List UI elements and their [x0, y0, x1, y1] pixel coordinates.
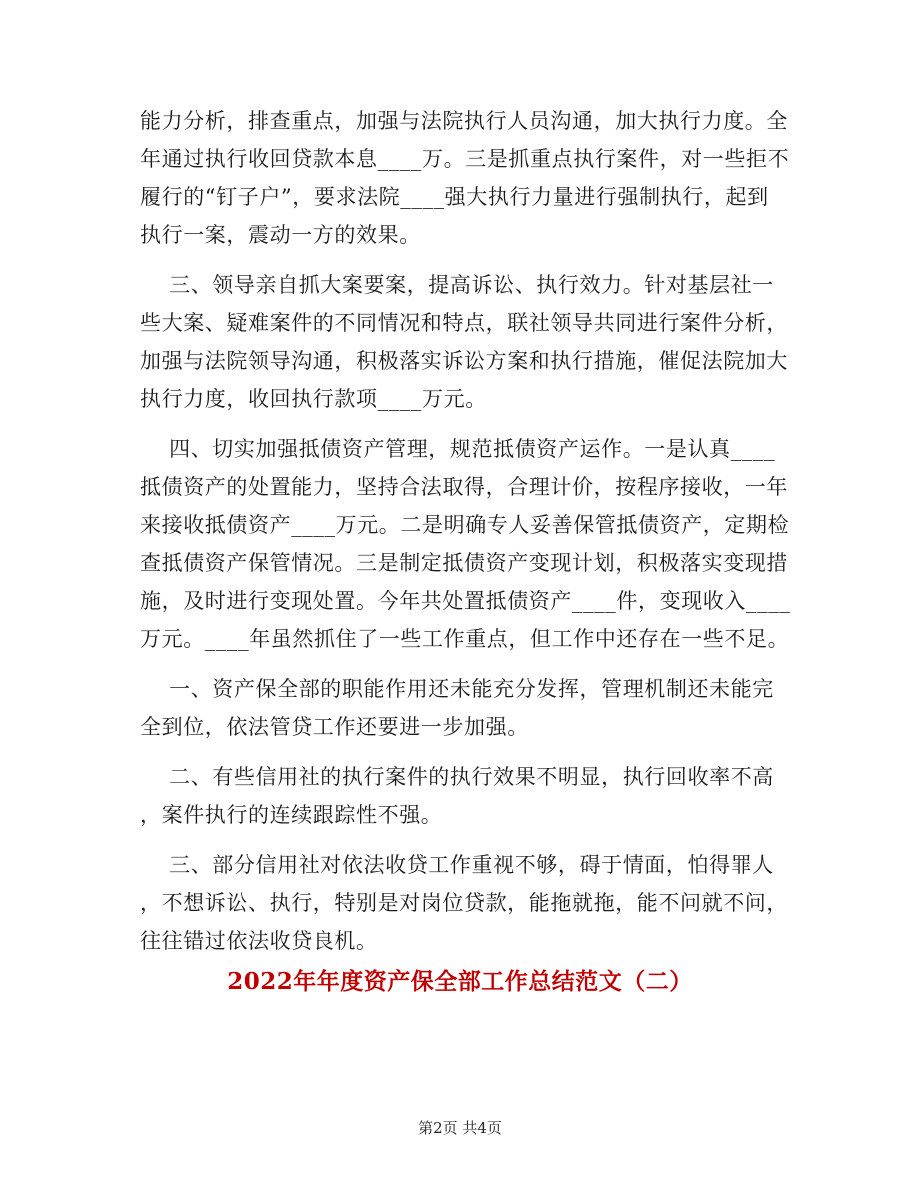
text-line: 二、有些信用社的执行案件的执行效果不明显，执行回收率不高	[140, 765, 774, 789]
text-line: 年通过执行收回贷款本息____万。三是抓重点执行案件，对一些拒不	[140, 147, 790, 171]
text-line: 三、领导亲自抓大案要案，提高诉讼、执行效力。针对基层社一	[140, 273, 774, 297]
text-line: ，案件执行的连续跟踪性不强。	[140, 803, 443, 827]
paragraph	[140, 670, 775, 746]
text-line: 一、资产保全部的职能作用还未能充分发挥，管理机制还未能完	[140, 677, 774, 701]
section-heading: 2022年年度资产保全部工作总结范文（二）	[227, 968, 693, 995]
body-text	[140, 102, 791, 960]
text-line: 些大案、疑难案件的不同情况和特点，联社领导共同进行案件分析，	[140, 311, 788, 335]
text-line: 四、切实加强抵债资产管理，规范抵债资产运作。一是认真____	[140, 437, 776, 461]
text-line: 执行一案，震动一方的效果。	[140, 223, 421, 247]
paragraph	[140, 758, 775, 834]
text-line: 能力分析，排查重点，加强与法院执行人员沟通，加大执行力度。全	[140, 109, 788, 133]
paragraph-gap	[140, 418, 775, 430]
text-line: 抵债资产的处置能力，坚持合法取得，合理计价，按程序接收，一年	[140, 475, 788, 499]
page-footer: 第2页 共4页	[418, 1119, 502, 1137]
paragraph	[140, 846, 788, 960]
text-line: 全到位，依法管贷工作还要进一步加强。	[140, 715, 529, 739]
paragraph	[140, 102, 790, 254]
text-line: 来接收抵债资产____万元。二是明确专人妥善保管抵债资产，定期检	[140, 513, 790, 537]
text-line: 往往错过依法收贷良机。	[140, 929, 378, 953]
text-line: 施，及时进行变现处置。今年共处置抵债资产____件，变现收入____	[140, 589, 791, 613]
paragraph	[140, 430, 791, 658]
paragraph-gap	[140, 658, 775, 670]
text-line: 三、部分信用社对依法收贷工作重视不够，碍于情面，怕得罪人	[140, 853, 774, 877]
text-line: 加强与法院领导沟通，积极落实诉讼方案和执行措施，催促法院加大	[140, 349, 788, 373]
text-line: 执行力度，收回执行款项____万元。	[140, 387, 487, 411]
paragraph	[140, 266, 788, 418]
text-line: 履行的“钉子户”，要求法院____强大执行力量进行强制执行，起到	[140, 185, 769, 209]
paragraph-gap	[140, 254, 775, 266]
text-line: ，不想诉讼、执行，特别是对岗位贷款，能拖就拖，能不问就不问，	[140, 891, 788, 915]
text-line: 万元。____年虽然抓住了一些工作重点，但工作中还存在一些不足。	[140, 627, 790, 651]
text-line: 查抵债资产保管情况。三是制定抵债资产变现计划，积极落实变现措	[140, 551, 788, 575]
paragraph-gap	[140, 746, 775, 758]
paragraph-gap	[140, 834, 775, 846]
